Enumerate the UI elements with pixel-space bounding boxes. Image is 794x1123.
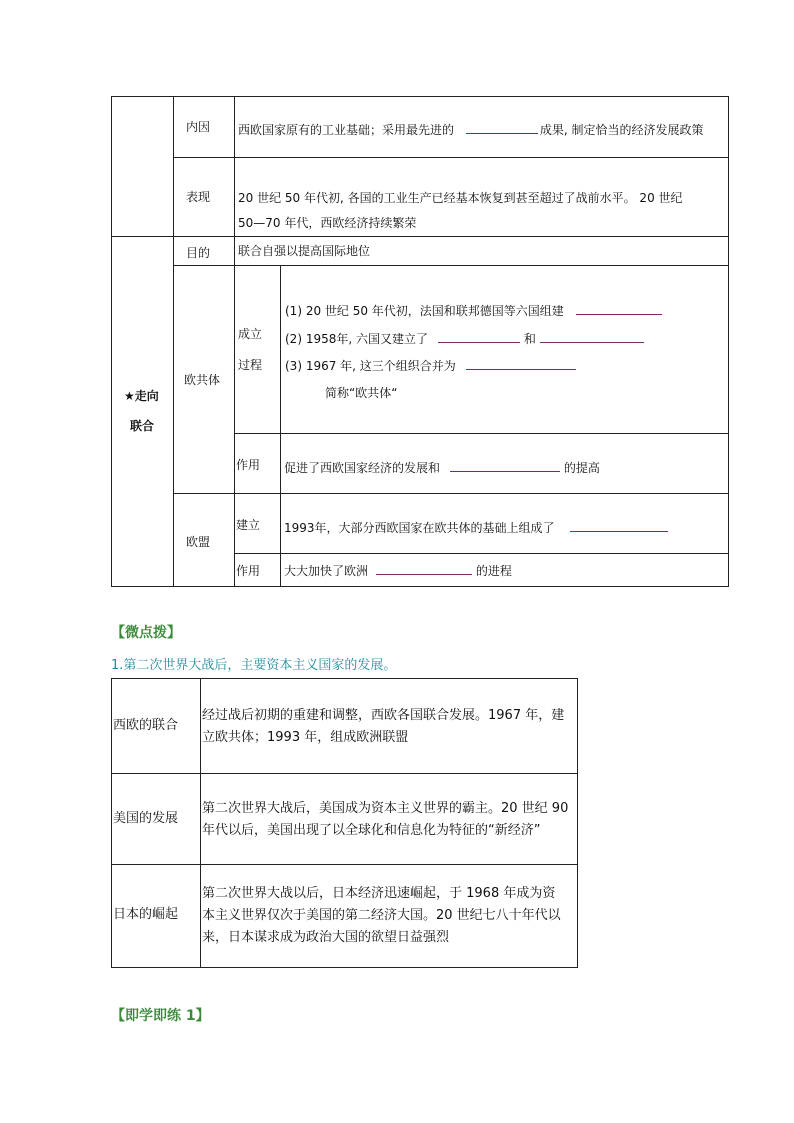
- row-text-line: 经过战后初期的重建和调整，西欧各国联合发展。1967 年，建: [202, 708, 565, 723]
- effect-2-text: [284, 562, 512, 580]
- internal-cause-text: [238, 121, 703, 139]
- step-2: [285, 330, 644, 348]
- step-3-text: (3) 1967 年, 这三个组织合并为: [285, 359, 456, 373]
- label-performance: 表现: [186, 190, 211, 204]
- effect-text-a: 促进了西欧国家经济的发展和: [284, 461, 441, 475]
- label-purpose: 目的: [186, 246, 211, 260]
- section-heading-tip: 【微点拨】: [111, 625, 181, 641]
- step-3-note: 简称“欧共体“: [325, 386, 398, 400]
- answer-blank[interactable]: [438, 330, 520, 343]
- row-text-line: 第二次世界大战后，美国成为资本主义世界的霸主。20 世纪 90: [202, 801, 569, 816]
- row-label-japan: 日本的崛起: [113, 907, 179, 922]
- effect-2-text-a: 大大加快了欧洲: [284, 564, 369, 578]
- label-effect-2: 作用: [236, 564, 261, 578]
- section-title-line2: 联合: [130, 419, 155, 433]
- answer-blank[interactable]: [540, 330, 644, 343]
- label-founding-1: 成立: [238, 327, 263, 341]
- establish-text: [284, 519, 668, 537]
- internal-cause-text-b: 成果, 制定恰当的经济发展政策: [539, 123, 704, 137]
- row-label-western-europe: 西欧的联合: [113, 718, 179, 733]
- label-founding-2: 过程: [238, 358, 263, 372]
- step-2-text-a: (2) 1958年, 六国又建立了: [285, 332, 428, 346]
- row-label-usa: 美国的发展: [113, 811, 179, 826]
- establish-text-a: 1993年，大部分西欧国家在欧共体的基础上组成了: [284, 521, 555, 535]
- answer-blank[interactable]: [466, 121, 538, 134]
- row-text-line: 第二次世界大战以后，日本经济迅速崛起，于 1968 年成为资: [202, 886, 556, 901]
- answer-blank[interactable]: [376, 562, 472, 575]
- section-heading-practice: 【即学即练 1】: [111, 1008, 210, 1024]
- row-text-line: 本主义世界仅次于美国的第二经济大国。20 世纪七八十年代以: [202, 908, 561, 923]
- label-establish: 建立: [236, 518, 261, 532]
- section-subtitle: 1.第二次世界大战后，主要资本主义国家的发展。: [111, 658, 397, 673]
- purpose-text: 联合自强以提高国际地位: [238, 244, 371, 258]
- performance-line2: 50—70 年代，西欧经济持续繁荣: [238, 216, 417, 230]
- label-ec: 欧共体: [184, 373, 221, 387]
- step-1: [285, 302, 662, 320]
- step-2-text-b: 和: [523, 332, 536, 346]
- effect-2-text-b: 的进程: [475, 564, 512, 578]
- label-internal-cause: 内因: [186, 120, 211, 134]
- answer-blank[interactable]: [466, 357, 576, 370]
- performance-line1: 20 世纪 50 年代初, 各国的工业生产已经基本恢复到甚至超过了战前水平。 20 世纪: [238, 191, 683, 205]
- row-text-line: 立欧共体；1993 年，组成欧洲联盟: [202, 730, 409, 745]
- answer-blank[interactable]: [576, 302, 662, 315]
- row-text-line: 年代以后，美国出现了以全球化和信息化为特征的“新经济”: [202, 823, 541, 838]
- step-1-text: (1) 20 世纪 50 年代初，法国和联邦德国等六国组建: [285, 304, 564, 318]
- label-eu: 欧盟: [186, 535, 211, 549]
- section-title-line1: ★走向: [124, 389, 159, 403]
- answer-blank[interactable]: [570, 519, 668, 532]
- label-effect: 作用: [236, 458, 261, 472]
- step-3: [285, 357, 576, 375]
- effect-text-b: 的提高: [563, 461, 600, 475]
- effect-text: [284, 459, 600, 477]
- internal-cause-text-a: 西欧国家原有的工业基础；采用最先进的: [238, 123, 455, 137]
- answer-blank[interactable]: [450, 459, 560, 472]
- row-text-line: 来，日本谋求成为政治大国的欲望日益强烈: [202, 930, 450, 945]
